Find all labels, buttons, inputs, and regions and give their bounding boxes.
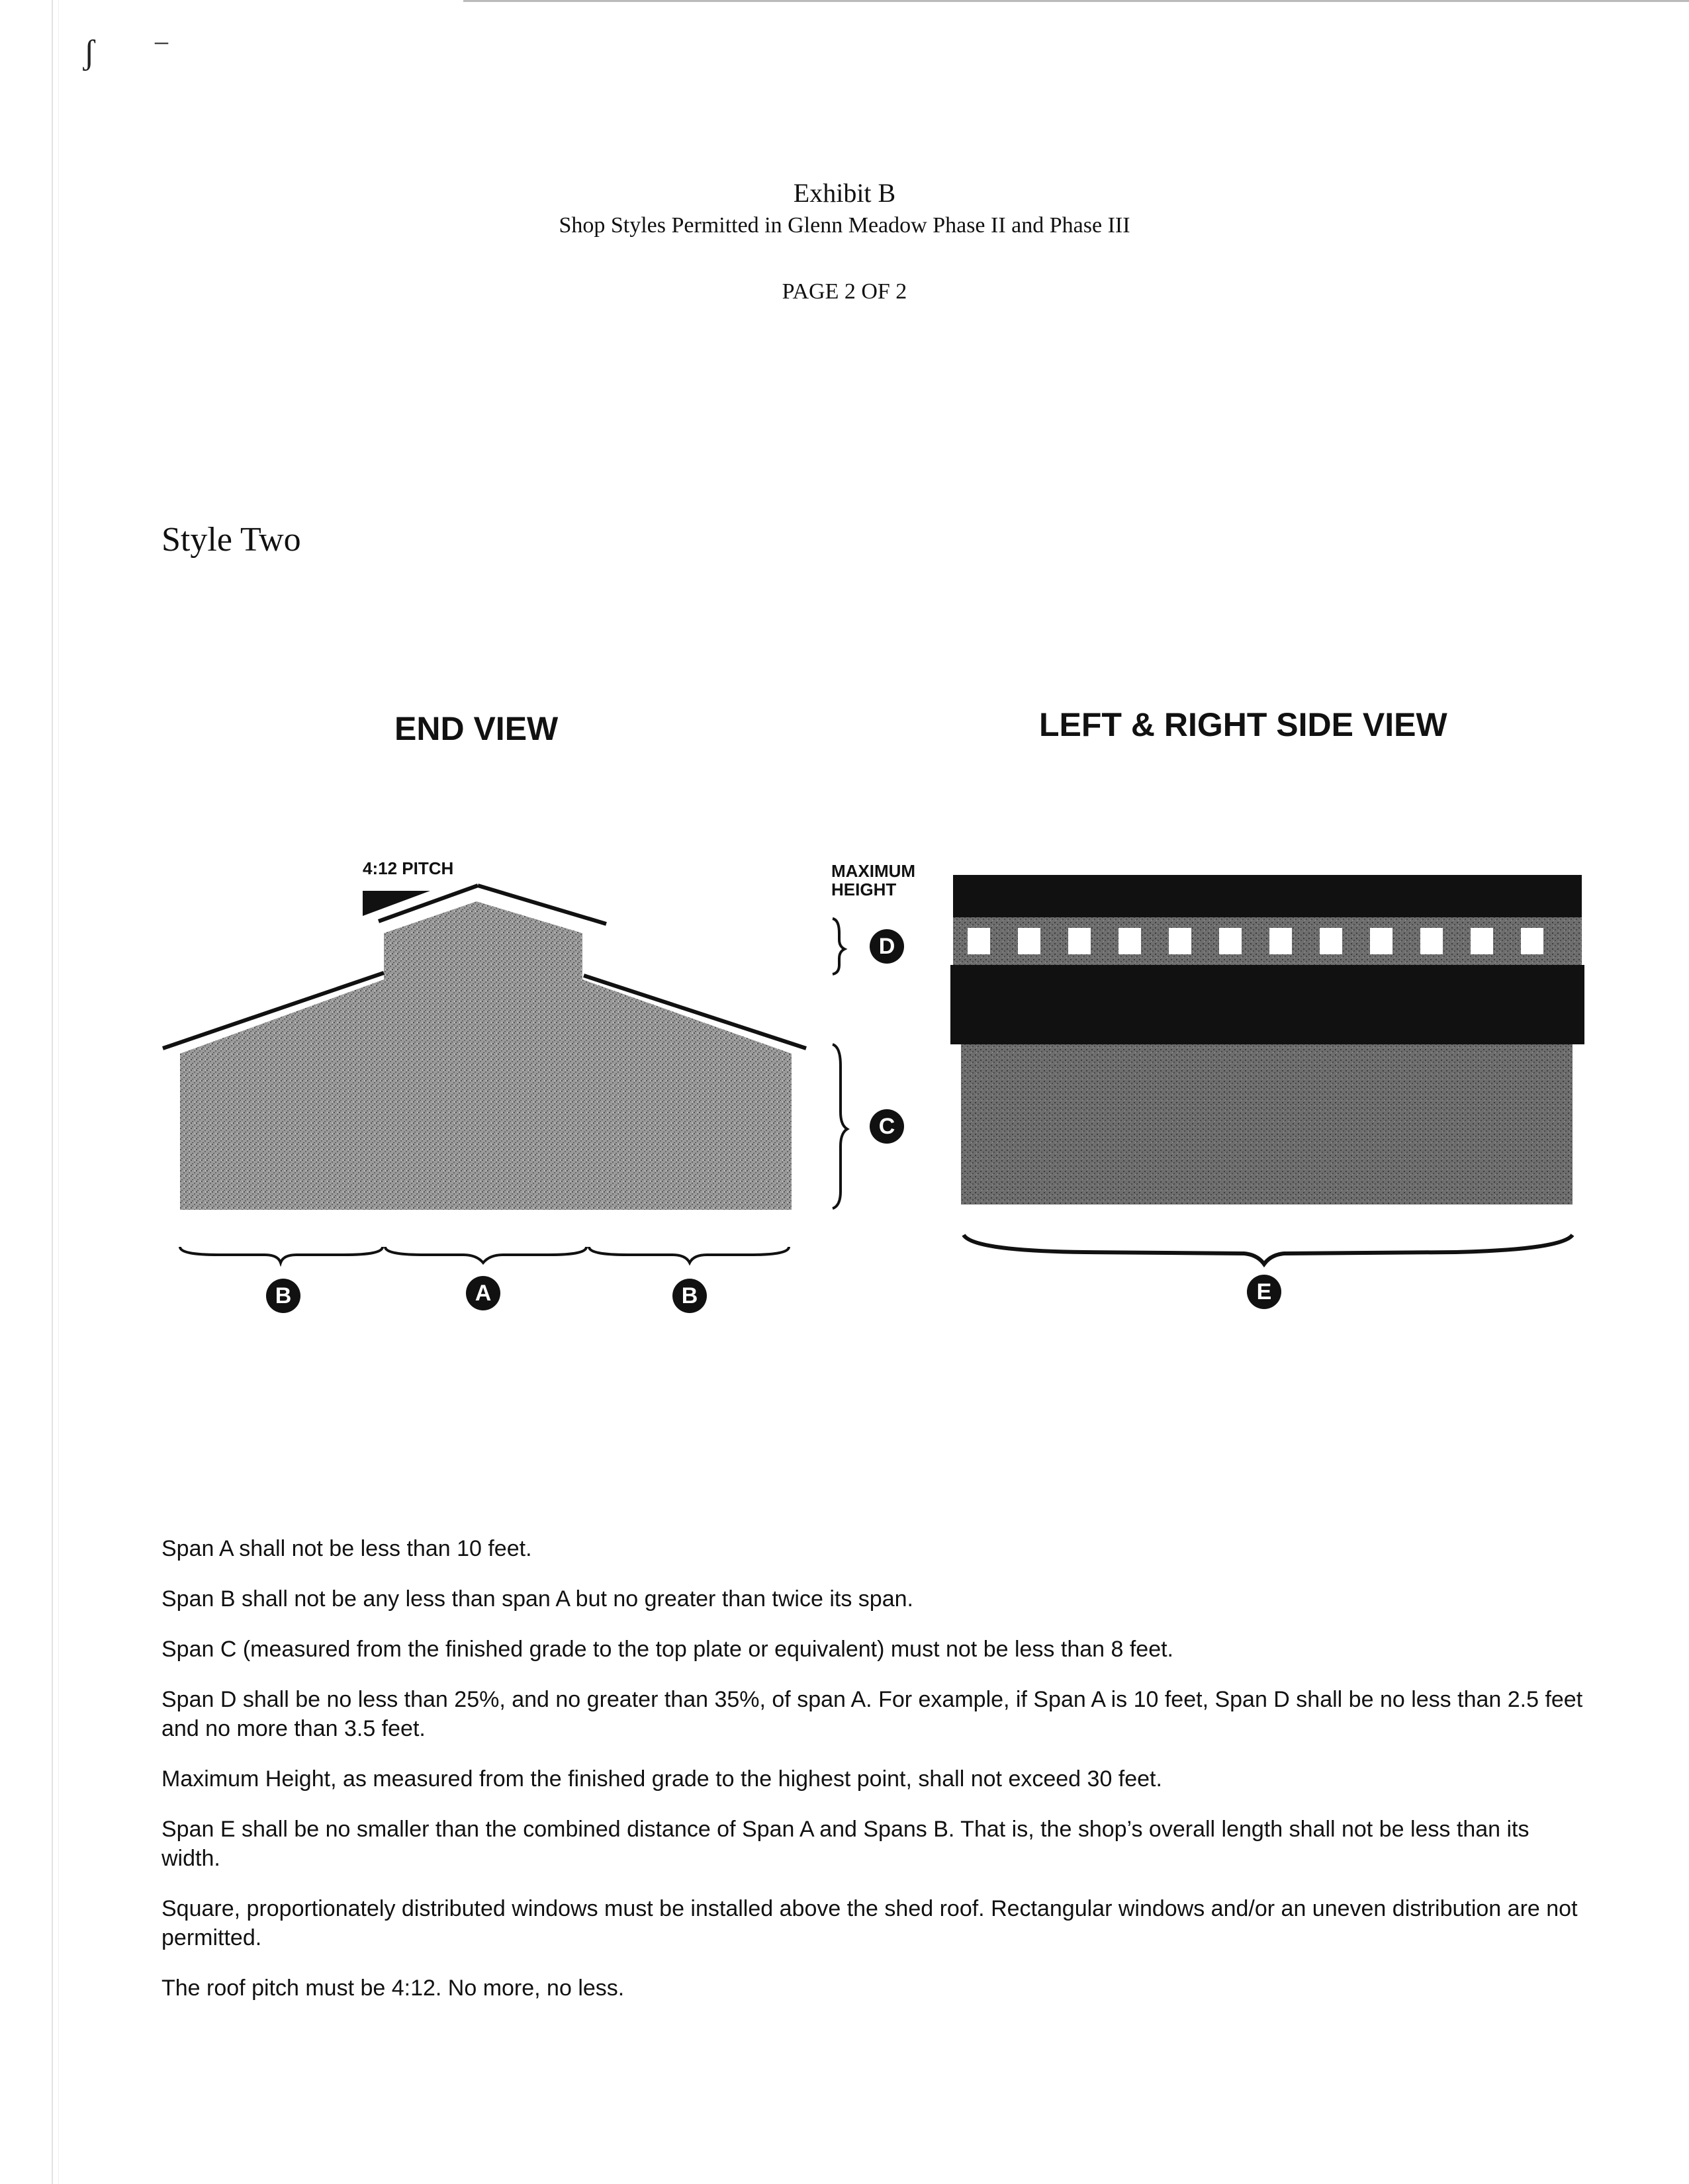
span-badge-a: A	[466, 1276, 500, 1310]
max-height-label-line1: MAXIMUM	[831, 861, 916, 881]
end-view-heading: END VIEW	[394, 710, 559, 747]
rule-span-a: Span A shall not be less than 10 feet.	[161, 1536, 532, 1561]
exhibit-title: Exhibit B	[793, 178, 896, 208]
exhibit-subtitle: Shop Styles Permitted in Glenn Meadow Phase II and Phase III	[559, 213, 1130, 238]
window	[1269, 928, 1292, 954]
end-view-building	[163, 886, 806, 1210]
page-indicator: PAGE 2 OF 2	[782, 279, 907, 304]
rule-span-e: Span E shall be no smaller than the combined distance of Span A and Spans B. That is, the shop’s overall length shall not be less than its width.	[161, 1817, 1529, 1871]
span-badge-c: C	[870, 1109, 904, 1144]
rule-roof-pitch: The roof pitch must be 4:12. No more, no less.	[161, 1976, 625, 2001]
window	[1118, 928, 1141, 954]
rule-span-d: Span D shall be no less than 25%, and no greater than 35%, of span A. For example, if Span A is 10 feet, Span D shall be no less than 2.5 feet and no more than 3.5 feet.	[161, 1687, 1583, 1741]
span-badge-b-right: B	[672, 1279, 707, 1313]
pitch-triangle-icon	[363, 891, 430, 916]
side-view-lower-roof	[950, 965, 1584, 1044]
side-view-building	[950, 875, 1584, 1205]
max-height-label-line2: HEIGHT	[831, 880, 897, 899]
end-view-wall	[180, 901, 792, 1210]
rule-span-c: Span C (measured from the finished grade to the top plate or equivalent) must not be less than 8 feet.	[161, 1637, 1174, 1662]
brace-c	[833, 1044, 847, 1208]
end-view-span-braces	[180, 1247, 789, 1263]
window	[1420, 928, 1443, 954]
style-heading: Style Two	[161, 521, 301, 559]
window	[1219, 928, 1242, 954]
brace-e	[964, 1235, 1573, 1264]
window	[1370, 928, 1392, 954]
pitch-label: 4:12 PITCH	[363, 858, 454, 878]
span-badge-b-left: B	[266, 1279, 300, 1313]
rule-windows: Square, proportionately distributed windows must be installed above the shed roof. Rectangular windows and/or an uneven distribution are not permitted.	[161, 1896, 1578, 1950]
rule-max-height: Maximum Height, as measured from the finished grade to the highest point, shall not exceed 30 feet.	[161, 1766, 1162, 1792]
brace-d	[833, 919, 844, 974]
side-view-upper-roof	[953, 875, 1582, 917]
requirements-list	[161, 1534, 1584, 2024]
handwritten-mark: ʃ	[83, 34, 95, 71]
window	[968, 928, 990, 954]
max-height-label	[831, 862, 915, 899]
side-view-wall	[961, 1044, 1573, 1205]
side-view-height-braces	[833, 919, 847, 1208]
rule-span-b: Span B shall not be any less than span A but no greater than twice its span.	[161, 1586, 913, 1612]
window	[1169, 928, 1191, 954]
window	[1320, 928, 1342, 954]
span-badge-e: E	[1247, 1275, 1281, 1309]
window	[1018, 928, 1040, 954]
side-view-heading: LEFT & RIGHT SIDE VIEW	[1039, 706, 1447, 743]
span-badge-d: D	[870, 929, 904, 964]
brace-b-right	[589, 1247, 789, 1263]
brace-b-left	[180, 1247, 383, 1263]
window	[1521, 928, 1543, 954]
window	[1471, 928, 1493, 954]
window	[1068, 928, 1091, 954]
handwritten-dash: ‒	[155, 26, 168, 56]
brace-a	[385, 1247, 586, 1263]
